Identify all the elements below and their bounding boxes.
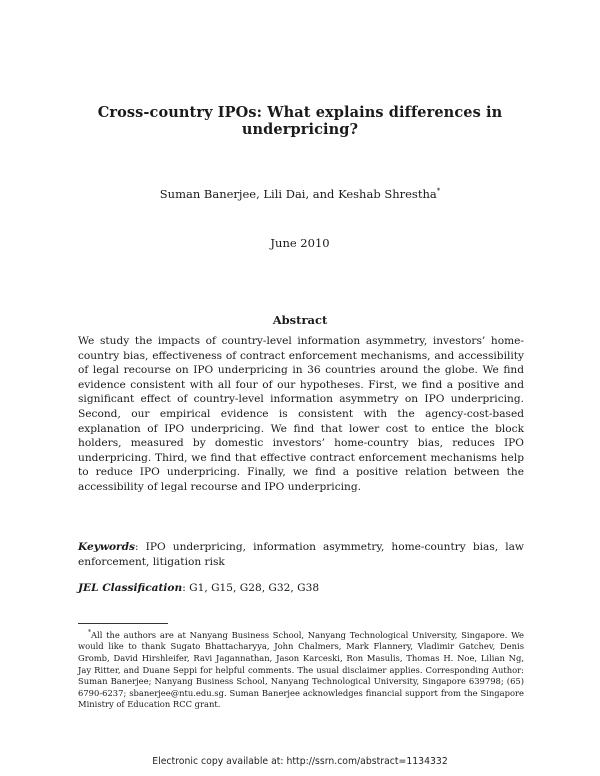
author-line <box>40 187 560 201</box>
paper-title: Cross-country IPOs: What explains differences in underpricing? <box>97 104 503 138</box>
author-footnote-mark: * <box>436 187 441 196</box>
keywords-label: Keywords <box>78 541 136 553</box>
footnote-text: All the authors are at Nanyang Business School, Nanyang Technological University, Singapore. We would like to thank Sugato Bhattacharyya, John Chalmers, Mark Flannery, Vladimir Gatchev, Denis Gromb, David Hirshleifer, Ravi Jagannathan, Jason Karceski, Ron Masulis, Thomas H. Noe, Lilian Ng, Jay Ritter, and Duane Seppi for helpful comments. The usual disclaimer applies. Corresponding Author: Suman Banerjee; Nanyang Business School, Nanyang Technological University, Singapore 639798; (65) 6790-6237; sbanerjee@ntu.edu.sg. Suman Banerjee acknowledges financial support from the Singapore Ministry of Education RCC grant. <box>78 629 524 710</box>
jel-label: JEL Classification <box>78 582 183 594</box>
keywords <box>78 540 524 569</box>
paper-date: June 2010 <box>270 236 330 250</box>
ssrn-footer: Electronic copy available at: http://ssrn.com/abstract=1134332 <box>152 756 448 767</box>
footnote-mark: * <box>88 629 91 636</box>
keywords-text: : IPO underpricing, information asymmetry, home-country bias, law enforcement, litigation risk <box>78 541 524 568</box>
authors: Suman Banerjee, Lili Dai, and Keshab Shrestha <box>159 187 437 201</box>
abstract-heading: Abstract <box>272 313 328 327</box>
footnote <box>78 627 524 711</box>
footnote-rule <box>78 623 168 624</box>
jel-codes: : G1, G15, G28, G32, G38 <box>182 582 320 594</box>
jel-classification <box>78 581 524 596</box>
abstract-text: We study the impacts of country-level information asymmetry, investors’ home-country bias, effectiveness of contract enforcement mechanisms, and accessibility of legal recourse on IPO underpricing in 36 countries around the globe. We find evidence consistent with all four of our hypotheses. First, we find a positive and significant effect of country-level information asymmetry on IPO underpricing. Second, our empirical evidence is consistent with the agency-cost-based explanation of IPO underpricing. We find that lower cost to entice the block holders, measured by domestic investors’ home-country bias, reduces IPO underpricing. Third, we find that effective contract enforcement mechanisms help to reduce IPO underpricing. Finally, we find a positive relation between the accessibility of legal recourse and IPO underpricing. <box>78 335 524 493</box>
